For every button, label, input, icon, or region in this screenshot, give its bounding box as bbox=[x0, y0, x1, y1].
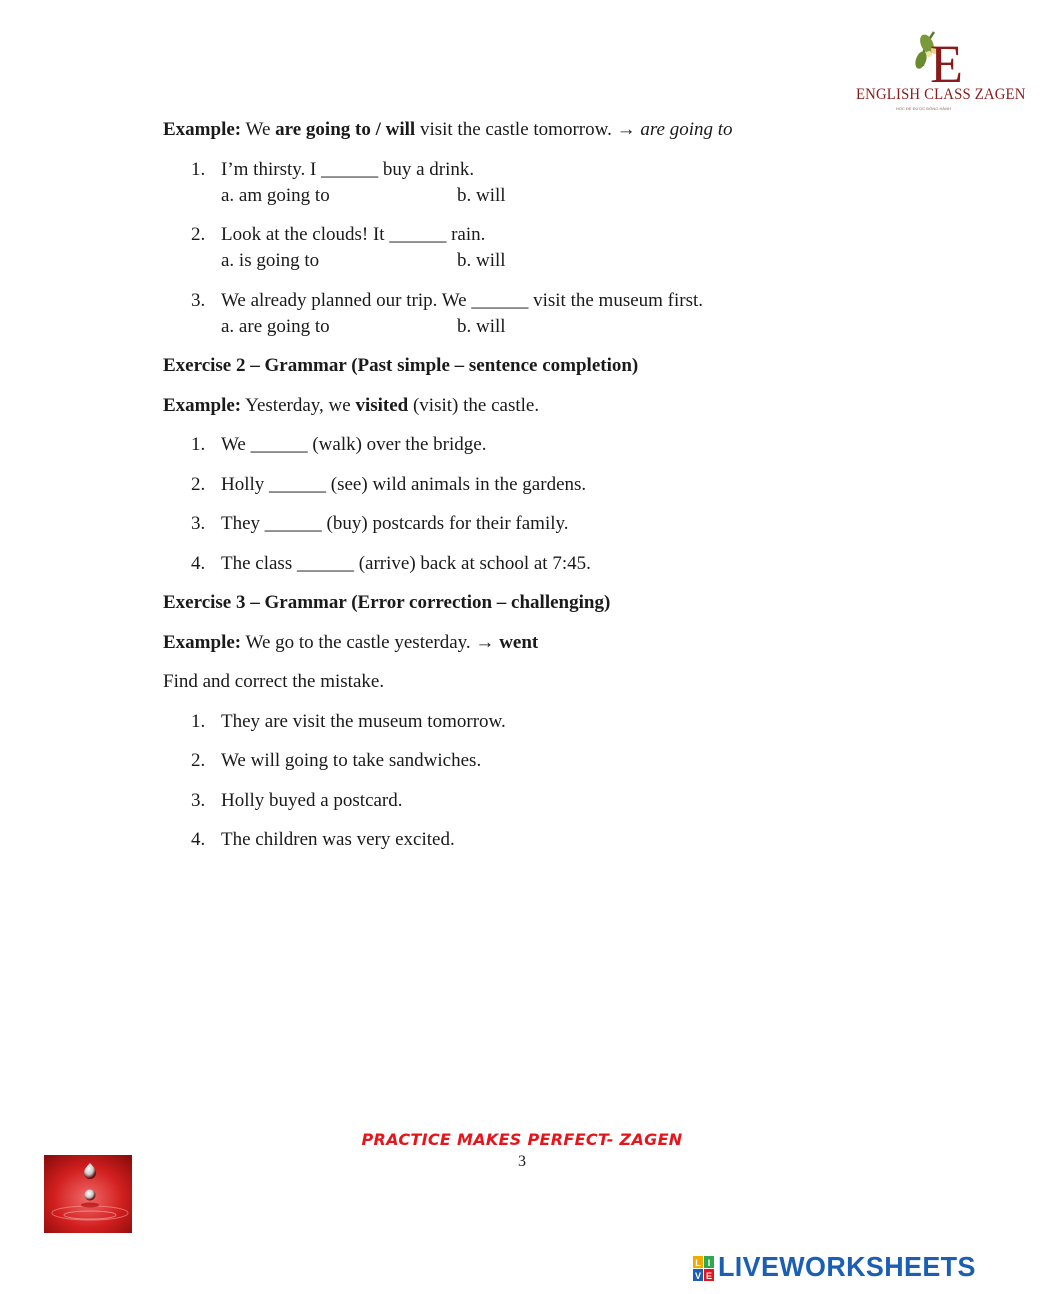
exercise2-questions bbox=[191, 432, 883, 577]
water-drop-icon bbox=[44, 1155, 132, 1233]
question-number: 2. bbox=[191, 473, 206, 495]
option-a[interactable]: a. are going to bbox=[221, 315, 330, 337]
question-number: 3. bbox=[191, 289, 206, 311]
example-answer: visited bbox=[355, 394, 409, 416]
question-item bbox=[191, 511, 883, 537]
exercise3-example bbox=[163, 630, 883, 656]
logo-text: ENGLISH CLASS ZAGEN bbox=[856, 86, 1026, 103]
english-class-zagen-logo bbox=[852, 24, 1026, 111]
example-answer: are going to bbox=[640, 119, 733, 140]
question-number: 4. bbox=[191, 552, 206, 574]
example-choice: are going to / will bbox=[275, 119, 416, 140]
question-text[interactable]: They ______ (buy) postcards for their family. bbox=[221, 513, 569, 534]
exercise3-instruction: Find and correct the mistake. bbox=[163, 671, 385, 692]
question-number: 1. bbox=[191, 710, 206, 732]
option-b[interactable]: b. will bbox=[457, 315, 506, 337]
liveworksheets-badge-icon bbox=[693, 1256, 715, 1282]
question-number: 4. bbox=[191, 829, 206, 850]
question-text[interactable]: Holly ______ (see) wild animals in the gardens. bbox=[221, 473, 587, 495]
page-number: 3 bbox=[518, 1153, 526, 1170]
exercise3-questions bbox=[191, 709, 883, 854]
example-text: We go to the castle yesterday. → bbox=[245, 631, 495, 653]
option-a[interactable]: a. am going to bbox=[221, 184, 330, 206]
question-item bbox=[191, 472, 883, 498]
question-text[interactable]: We ______ (walk) over the bridge. bbox=[221, 434, 487, 455]
question-stem: Look at the clouds! It ______ rain. bbox=[221, 224, 486, 245]
svg-text:L: L bbox=[695, 1258, 701, 1268]
question-number: 3. bbox=[191, 513, 206, 534]
example-text: (visit) the castle. bbox=[412, 394, 540, 416]
exercise1-example bbox=[163, 117, 883, 143]
question-item bbox=[191, 222, 883, 274]
question-text[interactable]: They are visit the museum tomorrow. bbox=[221, 710, 506, 732]
exercise2-example bbox=[163, 393, 883, 419]
example-label: Example: bbox=[163, 394, 242, 416]
question-stem: We already planned our trip. We ______ visit the museum first. bbox=[221, 289, 704, 311]
worksheet-content bbox=[163, 117, 883, 867]
logo-e-mark-icon bbox=[910, 26, 963, 94]
question-item bbox=[191, 551, 883, 577]
question-stem: I’m thirsty. I ______ buy a drink. bbox=[221, 158, 475, 180]
question-item bbox=[191, 827, 883, 853]
exercise2-title: Exercise 2 – Grammar (Past simple – sentence completion) bbox=[163, 355, 639, 376]
exercise1-questions bbox=[191, 157, 883, 340]
svg-text:E: E bbox=[930, 34, 963, 94]
logo-subtext: HỌC ĐỂ ĐƯỢC ĐỒNG HÀNH bbox=[896, 106, 951, 111]
svg-text:I: I bbox=[707, 1258, 711, 1268]
example-label: Example: bbox=[163, 631, 242, 653]
option-a[interactable]: a. is going to bbox=[221, 250, 320, 271]
option-b[interactable]: b. will bbox=[457, 250, 506, 271]
question-text[interactable]: We will going to take sandwiches. bbox=[221, 750, 482, 771]
question-number: 1. bbox=[191, 434, 206, 455]
question-number: 1. bbox=[191, 158, 206, 180]
question-number: 2. bbox=[191, 750, 206, 771]
question-item bbox=[191, 709, 883, 735]
question-number: 3. bbox=[191, 789, 206, 811]
example-label: Example: bbox=[163, 119, 242, 140]
question-item bbox=[191, 157, 883, 209]
question-item bbox=[191, 748, 883, 774]
exercise3-title: Exercise 3 – Grammar (Error correction – challenging) bbox=[163, 592, 611, 613]
question-number: 2. bbox=[191, 224, 206, 245]
question-item bbox=[191, 288, 883, 340]
example-text: visit the castle tomorrow. → bbox=[419, 119, 636, 140]
example-answer: went bbox=[499, 631, 539, 653]
example-text: Yesterday, we bbox=[245, 394, 351, 416]
question-item bbox=[191, 788, 883, 814]
liveworksheets-logo-text[interactable]: LIVEWORKSHEETS bbox=[718, 1251, 976, 1282]
svg-text:V: V bbox=[694, 1271, 702, 1281]
question-text[interactable]: Holly buyed a postcard. bbox=[221, 789, 403, 811]
question-item bbox=[191, 432, 883, 458]
svg-text:E: E bbox=[705, 1271, 713, 1281]
option-b[interactable]: b. will bbox=[457, 184, 506, 206]
footer-slogan: PRACTICE MAKES PERFECT- ZAGEN bbox=[361, 1130, 683, 1149]
question-text[interactable]: The children was very excited. bbox=[221, 829, 455, 850]
question-text[interactable]: The class ______ (arrive) back at school at 7:45. bbox=[221, 552, 591, 574]
example-text: We bbox=[245, 119, 271, 140]
